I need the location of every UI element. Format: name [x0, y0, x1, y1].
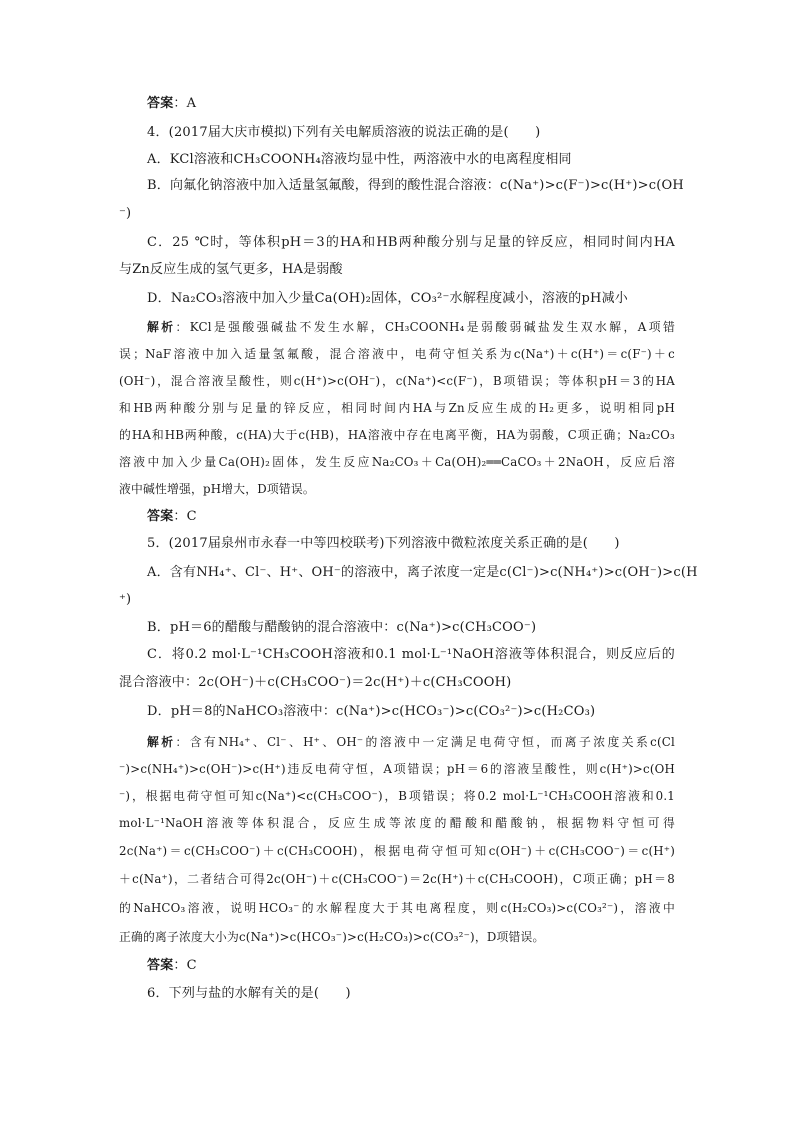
- answer-label: 答案 ：: [147, 96, 187, 111]
- question-5-solution-line1: 解析 ： 含有NH₄⁺、Cl⁻、H⁺、OH⁻的溶液中一定满足电荷守恒，而离子浓度关系c(Cl: [147, 734, 675, 750]
- answer-value: A: [186, 96, 197, 111]
- solution-label: 解析 ：: [147, 320, 190, 334]
- question-6-stem: 6．下列与盐的水解有关的是( ): [147, 986, 351, 1001]
- question-4-solution-line3: (OH⁻)，混合溶液呈酸性，则c(H⁺)>c(OH⁻)，c(Na⁺)<c(F⁻)，B项错误；等体积pH＝3的HA: [119, 374, 675, 388]
- question-5-solution-line5: 2c(Na⁺)＝c(CH₃COO⁻)＋c(CH₃COOH)，根据电荷守恒可知c(OH⁻)＋c(CH₃COO⁻)＝c(H⁺): [119, 844, 675, 858]
- answer-line: [147, 958, 703, 974]
- question-5-solution-line4: mol·L⁻¹NaOH溶液等体积混合，反应生成等浓度的醋酸和醋酸钠，根据物料守恒可得: [119, 816, 675, 830]
- question-5-solution-line3: ⁻)，根据电荷守恒可知c(Na⁺)<c(CH₃COO⁻)，B项错误；将0.2 mol·L⁻¹CH₃COOH溶液和0.1: [119, 789, 675, 803]
- question-5-solution-line6: ＋c(Na⁺)，二者结合可得2c(OH⁻)＋c(CH₃COO⁻)＝2c(H⁺)＋c(CH₃COOH)，C项正确；pH＝8: [119, 872, 675, 886]
- question-4-option-c-line2: 与Zn反应生成的氢气更多，HA是弱酸: [119, 262, 343, 277]
- question-4-solution-line7: 液中碱性增强，pH增大，D项错误。: [119, 482, 315, 496]
- question-5-stem: 5．(2017届泉州市永春一中等四校联考)下列溶液中微粒浓度关系正确的是( ): [147, 536, 620, 551]
- question-4-option-c-line1: C．25 ℃时，等体积pH＝3的HA和HB两种酸分别与足量的锌反应，相同时间内HA: [147, 235, 675, 250]
- question-4-solution-line5: 的HA和HB两种酸，c(HA)大于c(HB)，HA溶液中存在电离平衡，HA为弱酸，C项正确；Na₂CO₃: [119, 428, 675, 442]
- question-4-solution-line6: 溶液中加入少量Ca(OH)₂固体，发生反应Na₂CO₃＋Ca(OH)₂══CaCO₃＋2NaOH，反应后溶: [119, 455, 675, 469]
- answer-value: C: [186, 958, 197, 973]
- question-5-option-d: D．pH＝8的NaHCO₃溶液中：c(Na⁺)>c(HCO₃⁻)>c(CO₃²⁻)>c(H₂CO₃): [147, 704, 596, 719]
- question-4-solution-line4: 和HB两种酸分别与足量的锌反应，相同时间内HA与Zn反应生成的H₂更多，说明相同pH: [119, 401, 675, 415]
- answer-label: 答案 ：: [147, 958, 187, 973]
- question-5-option-c-line1: C．将0.2 mol·L⁻¹CH₃COOH溶液和0.1 mol·L⁻¹NaOH溶液等体积混合，则反应后的: [147, 647, 675, 662]
- question-4-solution-line2: 误；NaF溶液中加入适量氢氟酸，混合溶液中，电荷守恒关系为c(Na⁺)＋c(H⁺)＝c(F⁻)＋c: [119, 347, 675, 361]
- question-5-option-a-line1: A．含有NH₄⁺、Cl⁻、H⁺、OH⁻的溶液中，离子浓度一定是c(Cl⁻)>c(NH₄⁺)>c(OH⁻)>c(H: [147, 565, 698, 580]
- solution-label: 解析 ：: [147, 735, 190, 749]
- answer-line: [147, 509, 703, 525]
- answer-value: C: [186, 509, 197, 524]
- question-4-solution-line1: 解析 ： KCl是强酸强碱盐不发生水解，CH₃COONH₄是弱酸弱碱盐发生双水解，A项错: [147, 319, 675, 335]
- question-4-option-d: D．Na₂CO₃溶液中加入少量Ca(OH)₂固体，CO₃²⁻水解程度减小，溶液的pH减小: [147, 291, 628, 306]
- question-4-stem: 4．(2017届大庆市模拟)下列有关电解质溶液的说法正确的是( ): [147, 125, 541, 140]
- question-5-solution-line8: 正确的离子浓度大小为c(Na⁺)>c(HCO₃⁻)>c(H₂CO₃)>c(CO₃²⁻)，D项错误。: [119, 930, 545, 944]
- question-5-option-c-line2: 混合溶液中：2c(OH⁻)＋c(CH₃COO⁻)＝2c(H⁺)＋c(CH₃COOH): [119, 675, 512, 690]
- question-4-option-a: A．KCl溶液和CH₃COONH₄溶液均显中性，两溶液中水的电离程度相同: [147, 152, 572, 167]
- question-5-solution-line7: 的NaHCO₃溶液，说明HCO₃⁻的水解程度大于其电离程度，则c(H₂CO₃)>c(CO₃²⁻)，溶液中: [119, 901, 675, 915]
- question-5-option-b: B．pH＝6的醋酸与醋酸钠的混合溶液中：c(Na⁺)>c(CH₃COO⁻): [147, 620, 537, 635]
- question-4-option-b-line2: ⁻): [119, 206, 132, 221]
- question-5-solution-line2: ⁻)>c(NH₄⁺)>c(OH⁻)>c(H⁺)违反电荷守恒，A项错误；pH＝6的溶液呈酸性，则c(H⁺)>c(OH: [119, 762, 675, 776]
- answer-label: 答案 ：: [147, 509, 187, 524]
- question-4-option-b-line1: B．向氟化钠溶液中加入适量氢氟酸，得到的酸性混合溶液：c(Na⁺)>c(F⁻)>c(H⁺)>c(OH: [147, 178, 684, 193]
- question-5-option-a-line2: ⁺): [119, 592, 132, 607]
- answer-line: [147, 96, 703, 112]
